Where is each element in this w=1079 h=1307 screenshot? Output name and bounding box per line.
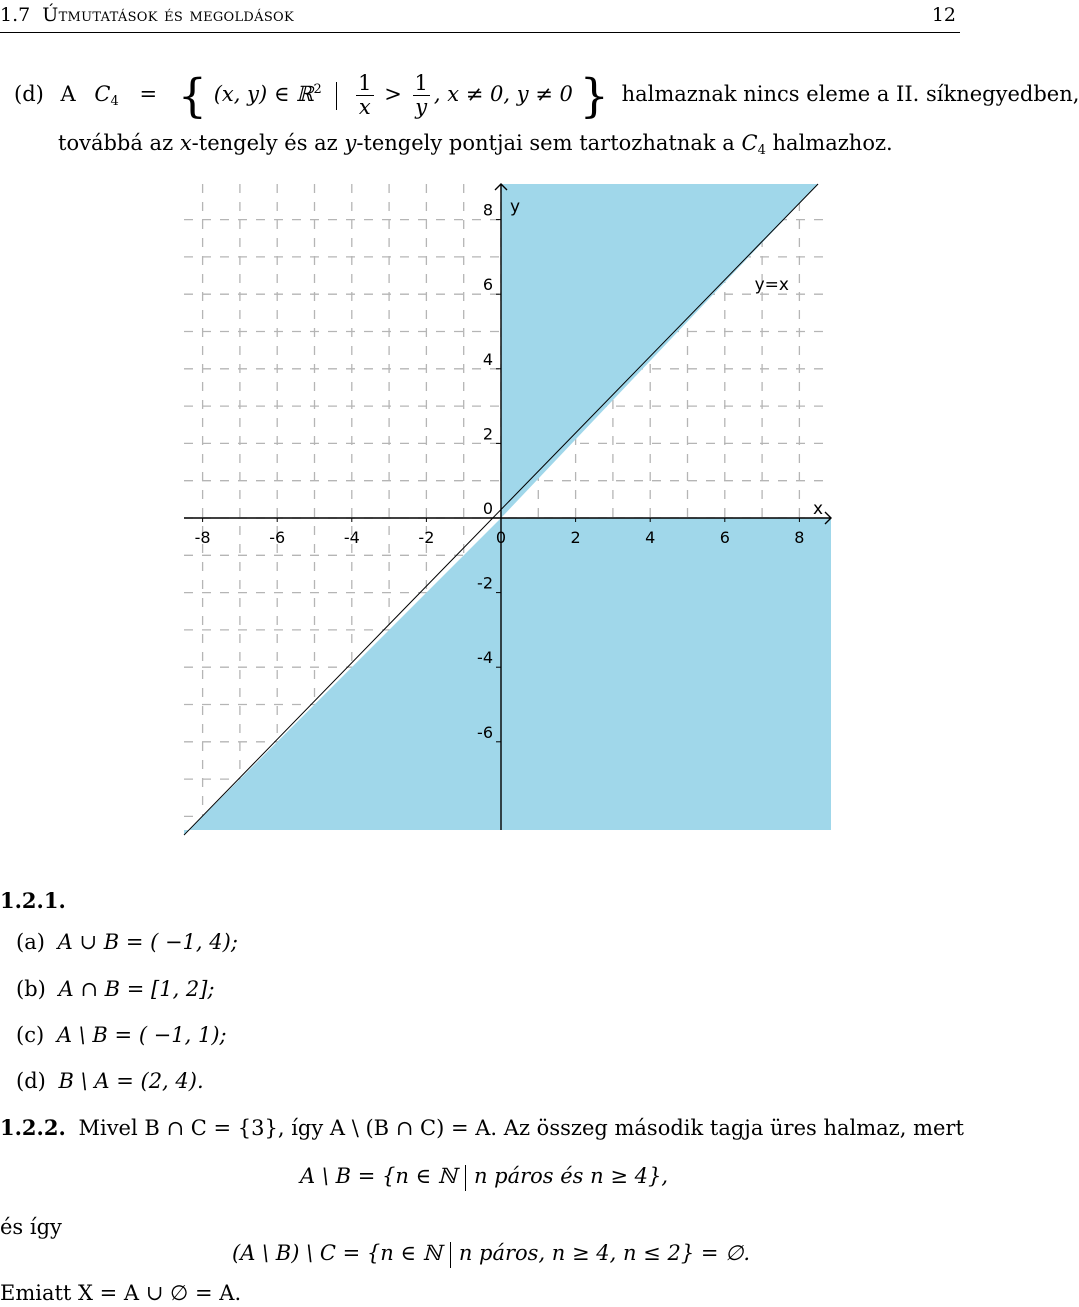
right-brace: } — [579, 68, 609, 123]
left-brace: { — [177, 68, 208, 123]
x-tick-label: 8 — [794, 528, 805, 547]
fraction-1: $\frac{1}{x}$ — [358, 71, 372, 120]
region-fourth-quadrant — [501, 518, 831, 830]
y-tick-label: -2 — [477, 573, 493, 593]
page-number: 12 — [931, 4, 956, 26]
s121-item-b: (b) A ∩ B = [1, 2]; — [16, 977, 215, 1001]
final-line: Emiatt X = A ∪ ∅ = A. — [0, 1281, 242, 1305]
fraction-2: $\frac{1}{y}$ — [414, 71, 428, 120]
equation-1: A \ B = {n ∈ ℕ n páros és n ≥ 4}, — [300, 1164, 668, 1191]
x-axis-label: x — [813, 499, 824, 519]
x-tick-label: -6 — [269, 528, 286, 547]
part-d-line2: továbbá az x-tengely és az y-tengely pontjai sem tartozhatnak a $C_4$ halmazhoz. — [58, 131, 893, 158]
x-tick-label: 4 — [645, 528, 656, 547]
section-122 — [0, 1115, 964, 1140]
gt-sign: > — [384, 82, 402, 107]
s121-item-c: (c) A \ B = ( −1, 1); — [16, 1023, 227, 1047]
equation-2: (A \ B) \ C = {n ∈ ℕ n páros, n ≥ 4, n ≤ 2} = ∅. — [232, 1241, 750, 1268]
es-igy: és így — [0, 1215, 62, 1239]
part-d-pre: A — [60, 82, 76, 107]
section-title: Útmutatások és megoldások — [42, 4, 295, 26]
shaded-regions — [184, 184, 831, 835]
s121-item-d: (d) B \ A = (2, 4). — [16, 1069, 204, 1093]
equals-sign: = — [139, 82, 158, 107]
region-first-quadrant — [501, 184, 818, 518]
x-tick-label: 0 — [495, 528, 507, 547]
x-tick-label: -8 — [194, 528, 211, 547]
set-sub: 4 — [110, 94, 119, 110]
part-d-post: halmaznak nincs eleme a II. síknegyedben, — [621, 82, 1079, 107]
s121-item-a: (a) A ∪ B = ( −1, 4); — [16, 930, 238, 954]
y-tick-label: 2 — [482, 424, 493, 444]
set-cond-tail: , x ≠ 0, y ≠ 0 — [433, 82, 573, 107]
y-tick-label: 6 — [482, 275, 493, 295]
set-name: C — [94, 82, 111, 107]
y-tick-label: 8 — [482, 200, 493, 220]
x-tick-label: 2 — [570, 528, 581, 547]
x-tick-label: -4 — [343, 528, 360, 547]
set-cond-left: (x, y) ∈ ℝ — [213, 82, 314, 107]
section-121-title: 1.2.1. — [0, 888, 66, 913]
y-tick-label: -4 — [477, 648, 493, 668]
section-122-title: 1.2.2. — [0, 1115, 66, 1140]
section-number: 1.7 — [0, 4, 31, 26]
region-third-quadrant — [184, 518, 501, 835]
y-tick-label: 0 — [482, 499, 493, 518]
y-axis-label: y — [510, 197, 521, 217]
y-tick-label: 4 — [482, 349, 493, 369]
section-122-text: Mivel B ∩ C = {3}, így A \ (B ∩ C) = A. Az összeg második tagja üres halmaz, mert — [78, 1116, 964, 1140]
x-tick-label: 6 — [719, 528, 730, 547]
set-cond-sup: 2 — [313, 82, 322, 98]
line-label: y=x — [754, 275, 790, 296]
y-tick-label: -6 — [477, 722, 493, 742]
part-d-label: (d) — [14, 82, 44, 107]
x-tick-label: -2 — [418, 528, 435, 547]
